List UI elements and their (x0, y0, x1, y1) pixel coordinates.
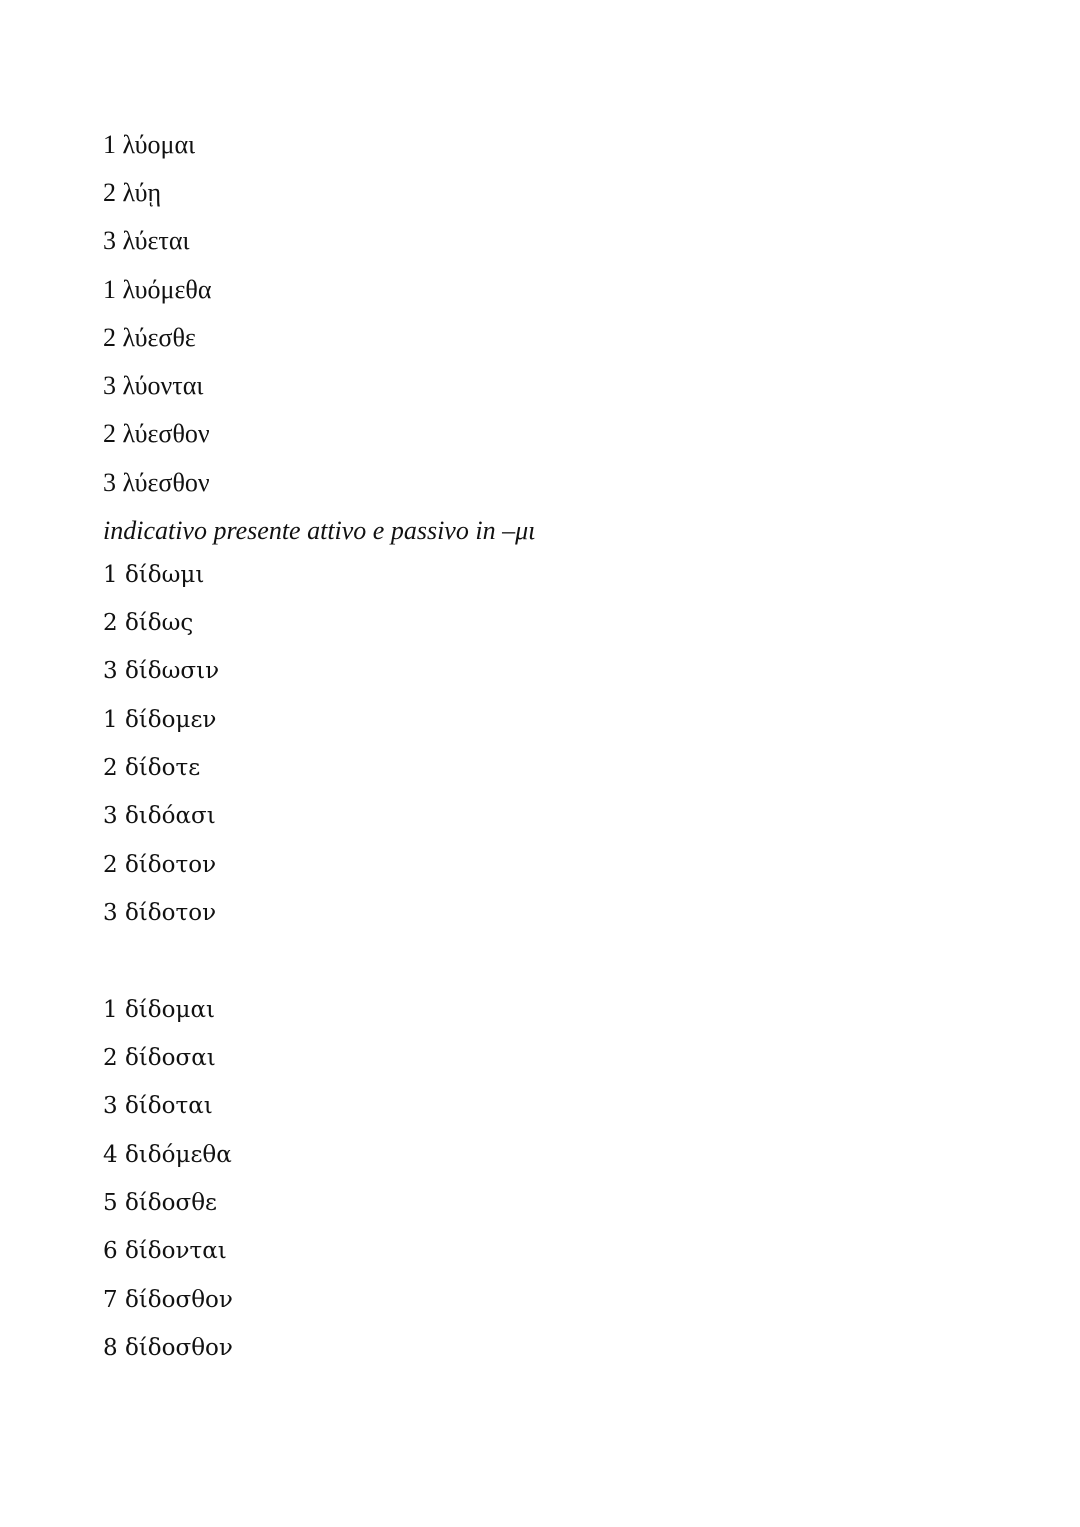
list-item: 2 λύεσθον (103, 419, 210, 448)
list-item: 2 δίδοτον (103, 852, 217, 878)
list-item: 3 δίδωσιν (103, 658, 220, 684)
list-item: 2 λύεσθε (103, 323, 196, 352)
list-item: 3 λύονται (103, 371, 204, 400)
list-item: 5 δίδοσθε (103, 1190, 217, 1216)
list-item: 3 δίδοτον (103, 900, 217, 926)
list-item: 2 δίδοτε (103, 755, 201, 781)
list-item: 2 δίδως (103, 610, 194, 636)
list-item: 3 διδόασι (103, 803, 216, 829)
list-item: 2 δίδοσαι (103, 1045, 216, 1071)
list-item: 3 λύεσθον (103, 468, 210, 497)
list-item: 3 δίδοται (103, 1093, 213, 1119)
list-item: 1 δίδομαι (103, 997, 216, 1023)
list-item: 3 λύεται (103, 226, 190, 255)
list-item: 1 λυόμεθα (103, 275, 212, 304)
list-item: 4 διδόμεθα (103, 1142, 232, 1168)
list-item: 1 δίδωμι (103, 562, 205, 588)
list-item: 7 δίδοσθον (103, 1287, 233, 1313)
list-item: 2 λύῃ (103, 178, 162, 207)
section-heading: indicativo presente attivo e passivo in –μι (103, 516, 536, 545)
list-item: 8 δίδοσθον (103, 1335, 233, 1361)
list-item: 1 λύομαι (103, 130, 196, 159)
list-item: 1 δίδομεν (103, 707, 217, 733)
list-item: 6 δίδονται (103, 1238, 227, 1264)
